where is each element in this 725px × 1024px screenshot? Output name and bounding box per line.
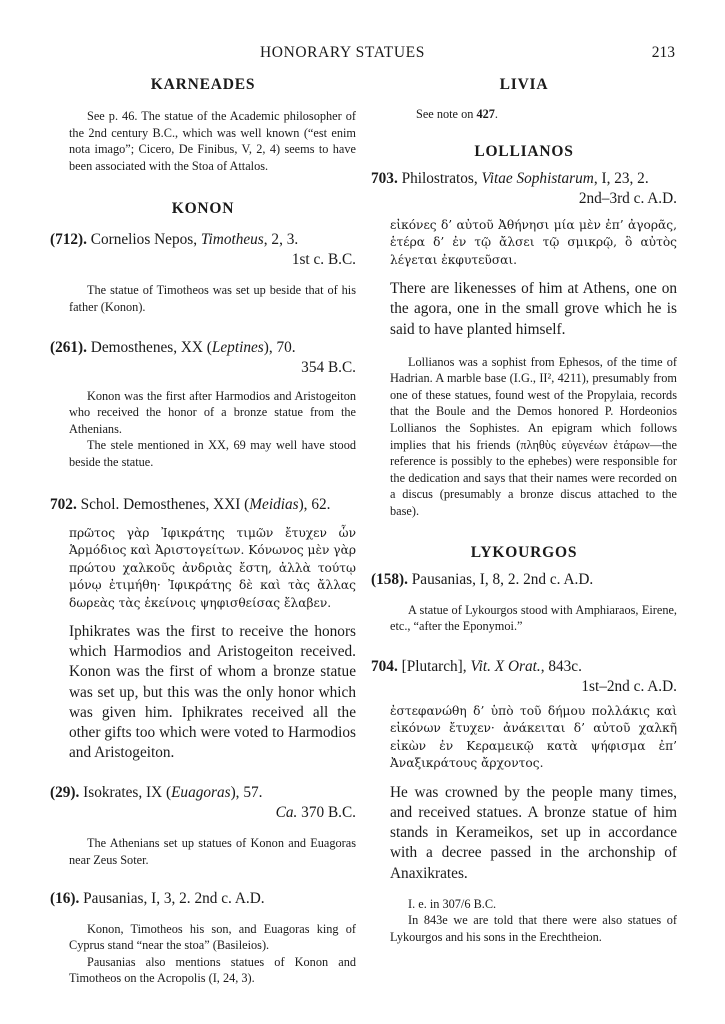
greek-text-702: πρῶτος γὰρ Ἰφικράτης τιμῶν ἔτυχεν ὧν Ἁρμόδιος καὶ Ἀριστογείτων. Κόνωνος μὲν γὰρ πρώτου χαλκοῦς ἀνδριὰς ἔστη, ἀλλὰ τούτῳ μόνῳ ἐτιμήθη· Ἰφικράτης δὲ καὶ τὰς ἄλλας δωρεὰς τὰς ἐκείνοις ψηφισθείσας ἔλαβεν.	[69, 525, 356, 610]
section-title-lykourgos: LYKOURGOS	[470, 543, 578, 561]
running-title: HONORARY STATUES	[260, 44, 425, 61]
entry-date: 354 B.C.	[301, 358, 356, 376]
section-title-karneades: KARNEADES	[150, 76, 256, 93]
greek-text-704: ἐστεφανώθη δ’ ὑπὸ τοῦ δήμου πολλάκις καὶ εἰκόνων ἔτυχεν· ἀνάκειται δ’ αὐτοῦ χαλκῆ εἰκὼν ἐν Κεραμεικῷ κατὰ ψήφισμα ἐπ’ Ἀναξικράτους ἄρχοντος.	[390, 703, 677, 771]
entry-number: (712).	[50, 231, 87, 249]
entry-date: 2nd c. A.D.	[194, 889, 265, 907]
entry-date: 2nd c. A.D.	[523, 570, 594, 588]
left-column	[50, 76, 356, 987]
translation-703: There are likenesses of him at Athens, one on the agora, one in the small grove which he is said to have planted himself.	[390, 280, 677, 338]
entry-704: 704. [Plutarch], Vit. X Orat., 843c. 1st–2nd c. A.D.	[371, 657, 677, 695]
note-karneades: See p. 46. The statue of the Academic philosopher of the 2nd century B.C., which was well known (“est enim nota imago”; Cicero, De Finibus, V, 2, 4) seems to have been associated with the Stoa of Attalos.	[69, 109, 356, 173]
note-261: Konon was the first after Harmodios and Aristogeiton who received the honor of a bronze statue from the Athenians. The stele mentioned in XX, 69 may well have stood beside the statue.	[69, 388, 356, 469]
note-703: Lollianos was a sophist from Ephesos, of the time of Hadrian. A marble base (I.G., II², 4211), presumably from one of these statues, found west of the Propylaia, records that the Boule and the Demos honored P. Hordeonios Lollianos the Sophistes. An epigram which follows implies that his friends (πληθὺς εὐγενέων ἑτάρων—the reference is possibly to the ephebes) were responsible for the dedication and says that their names were recorded on a discus (presumably a bronze discus attached to the base).	[390, 354, 677, 519]
entry-date: 2nd–3rd c. A.D.	[578, 189, 677, 207]
note-712: The statue of Timotheos was set up beside that of his father (Konon).	[69, 283, 356, 314]
note-158: A statue of Lykourgos stood with Amphiaraos, Eirene, etc., “after the Eponymoi.”	[390, 602, 677, 634]
entry-number: 704.	[371, 657, 398, 675]
note-29: The Athenians set up statues of Konon and Euagoras near Zeus Soter.	[69, 836, 356, 868]
entry-number: (261).	[50, 338, 87, 356]
note-704: I. e. in 307/6 B.C. In 843e we are told that there were also statues of Lykourgos and his sons in the Erechtheion.	[390, 896, 677, 945]
entry-number: (158).	[371, 570, 408, 588]
note-livia: See note on 427.	[416, 107, 498, 121]
entry-29: (29). Isokrates, IX (Euagoras), 57. Ca. 370 B.C.	[50, 784, 356, 822]
entry-number: 702.	[50, 495, 77, 513]
entry-number: (29).	[50, 784, 80, 802]
translation-704: He was crowned by the people many times, and received statues. A bronze statue of him stands in Kerameikos, set up in accordance with a decree passed in the archonship of Anaxikrates.	[390, 783, 677, 882]
entry-712: (712). Cornelios Nepos, Timotheus, 2, 3. 1st c. B.C.	[50, 231, 356, 269]
section-title-livia: LIVIA	[499, 76, 549, 93]
entry-date: 1st–2nd c. A.D.	[581, 677, 677, 695]
greek-text-703: εἰκόνες δ’ αὐτοῦ Ἀθήνησι μία μὲν ἐπ’ ἀγορᾶς, ἑτέρα δ’ ἐν τῷ ἄλσει τῷ σμικρῷ, ὃ αὐτὸς λέγεται ἐκφυτεῦσαι.	[390, 217, 677, 267]
entry-702: 702. Schol. Demosthenes, XXI (Meidias), 62.	[50, 495, 331, 513]
section-title-konon: KONON	[171, 200, 235, 218]
entry-date: 1st c. B.C.	[291, 251, 356, 269]
entry-16: (16). Pausanias, I, 3, 2. 2nd c. A.D.	[50, 889, 265, 907]
running-header	[0, 44, 725, 68]
note-16: Konon, Timotheos his son, and Euagoras king of Cyprus stand “near the stoa” (Basileios). Pausanias also mentions statues of Konon and Timotheos on the Acropolis (I, 24, 3).	[69, 921, 356, 986]
entry-number: 703.	[371, 169, 398, 187]
entry-date: Ca. 370 B.C.	[275, 804, 356, 822]
entry-261: (261). Demosthenes, XX (Leptines), 70. 354 B.C.	[50, 338, 356, 376]
section-title-lollianos: LOLLIANOS	[474, 142, 574, 160]
entry-158: (158). Pausanias, I, 8, 2. 2nd c. A.D.	[371, 570, 594, 588]
right-column	[371, 76, 677, 946]
translation-702: Iphikrates was the first to receive the honors which Harmodios and Aristogeiton received. Konon was the first of whom a bronze statue was set up, but this was the only honor which was given him. Iphikrates received all the other gifts too which were voted to Harmodios and Aristogeiton.	[69, 623, 356, 762]
page-number: 213	[651, 44, 675, 61]
entry-703: 703. Philostratos, Vitae Sophistarum, I, 23, 2. 2nd–3rd c. A.D.	[371, 169, 677, 207]
entry-number: (16).	[50, 889, 80, 907]
